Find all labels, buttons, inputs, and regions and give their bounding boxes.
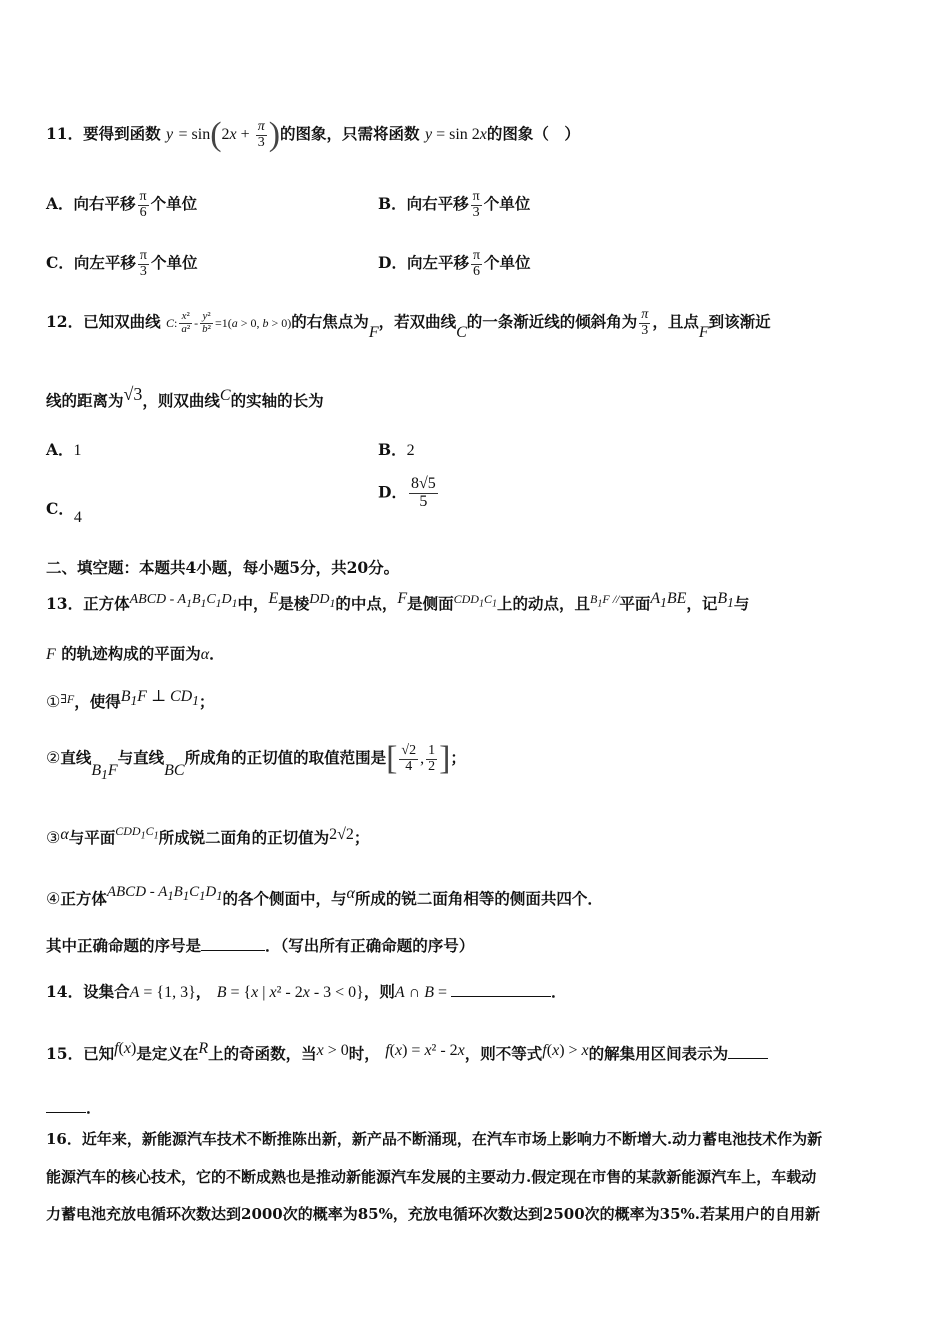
q11-option-d[interactable]: D．向左平移 $\frac{\pi}{6}$ 个单位 <box>378 248 531 279</box>
q12-option-c[interactable]: C．4 <box>46 499 82 526</box>
q16-line2: 能源汽车的核心技术，它的不断成熟也是推动新能源汽车发展的主要动力.假定现在市售的某款新能源汽车上，车载动 <box>46 1168 817 1186</box>
q13-stem-line2: F 的轨迹构成的平面为α． <box>46 644 225 663</box>
q15-answer-blank-a[interactable] <box>728 1058 768 1059</box>
q13-stem-line1: 13．正方体ABCD - $A_1B_1C_1D_1$中，E是棱$DD_1$的中点，F是侧面$^{CDD_1C_1}$上的动点，且$^{B_1F //}$平面$A_1BE$，记$B_1$与 <box>46 590 750 613</box>
q13-statement-1: ①$^{\exists F}$，使得$B_1F$ ⊥ $CD_1$； <box>46 688 215 711</box>
q12-stem-line2: 线的距离为√3，则双曲线C的实轴的长为 <box>46 384 324 410</box>
q11-option-c[interactable]: C．向左平移 $\frac{\pi}{3}$ 个单位 <box>46 248 198 279</box>
q13-statement-3: ③α与平面$^{CDD_1C_1}$所成锐二面角的正切值为2√2； <box>46 824 370 847</box>
section2-title: 二、填空题：本题共4小题，每小题5分，共20分。 <box>46 558 400 577</box>
q14-stem: 14．设集合A = {1, 3}， B = {x | x² - 2x - 3 < 0}，则A ∩ B = ． <box>46 982 567 1001</box>
q13-answer-blank[interactable] <box>201 950 265 951</box>
q11-func2: y <box>424 126 433 143</box>
q15-answer-blank-b[interactable] <box>46 1112 86 1113</box>
q12-hyperbola: C: $\frac{\text{x²}}{\text{a²}}$ - $\frac{\text{y²}}{\text{b²}}$ =1(a > 0, b > 0) <box>166 310 292 335</box>
q12-stem-line1: 12．已知双曲线 C: $\frac{\text{x²}}{\text{a²}}$ - $\frac{\text{y²}}{\text{b²}}$ =1(a > 0, b > 0)的右焦点为F，若双曲线C的一条渐近线的倾斜角为 $\frac{\pi}{3}$ ，且点F到该渐近 <box>46 307 771 342</box>
q11-number: 11． <box>46 124 84 143</box>
q13-statement-2: ②直线$B_1F$与直线BC所成角的正切值的取值范围是[ $\frac{√2}{4}$ , $\frac{1}{2}$ ]； <box>46 740 466 783</box>
q12-option-d-value: $\frac{8√5}{5}$ <box>410 475 436 510</box>
q13-question: 其中正确命题的序号是 ．（写出所有正确命题的序号） <box>46 936 475 955</box>
q16-line3: 力蓄电池充放电循环次数达到2000次的概率为85%，充放电循环次数达到2500次的概率为35%.若某用户的自用新 <box>46 1205 820 1223</box>
q16-line1: 16．近年来，新能源汽车技术不断推陈出新，新产品不断涌现，在汽车市场上影响力不断增大.动力蓄电池技术作为新 <box>46 1130 823 1148</box>
q11-option-b[interactable]: B．向右平移 $\frac{\pi}{3}$ 个单位 <box>378 189 531 220</box>
q12-option-a[interactable]: A．1 <box>46 440 82 459</box>
q11-stem: 11．要得到函数 y = sin(2x + $\frac{\pi}{3}$ )的图象，只需将函数 y = sin 2x的图象（ ） <box>46 116 580 153</box>
q12-option-b[interactable]: B．2 <box>378 440 415 459</box>
q11-option-a[interactable]: A．向右平移 $\frac{\pi}{6}$ 个单位 <box>46 189 198 220</box>
q13-statement-4: ④正方体ABCD - $A_1B_1C_1D_1$的各个侧面中，与α所成的锐二面角相等的侧面共四个． <box>46 884 603 908</box>
q12-option-d[interactable]: D． $\frac{8√5}{5}$ <box>378 475 436 510</box>
q15-stem-line2: ． <box>46 1096 102 1118</box>
q14-answer-blank[interactable] <box>451 996 551 997</box>
q11-func1: y = sin(2x + $\frac{\pi}{3}$ ) <box>166 116 281 153</box>
q15-stem: 15．已知f(x)是定义在R上的奇函数，当x > 0时， f(x) = x² - 2x，则不等式f(x) > x的解集用区间表示为 <box>46 1040 768 1064</box>
